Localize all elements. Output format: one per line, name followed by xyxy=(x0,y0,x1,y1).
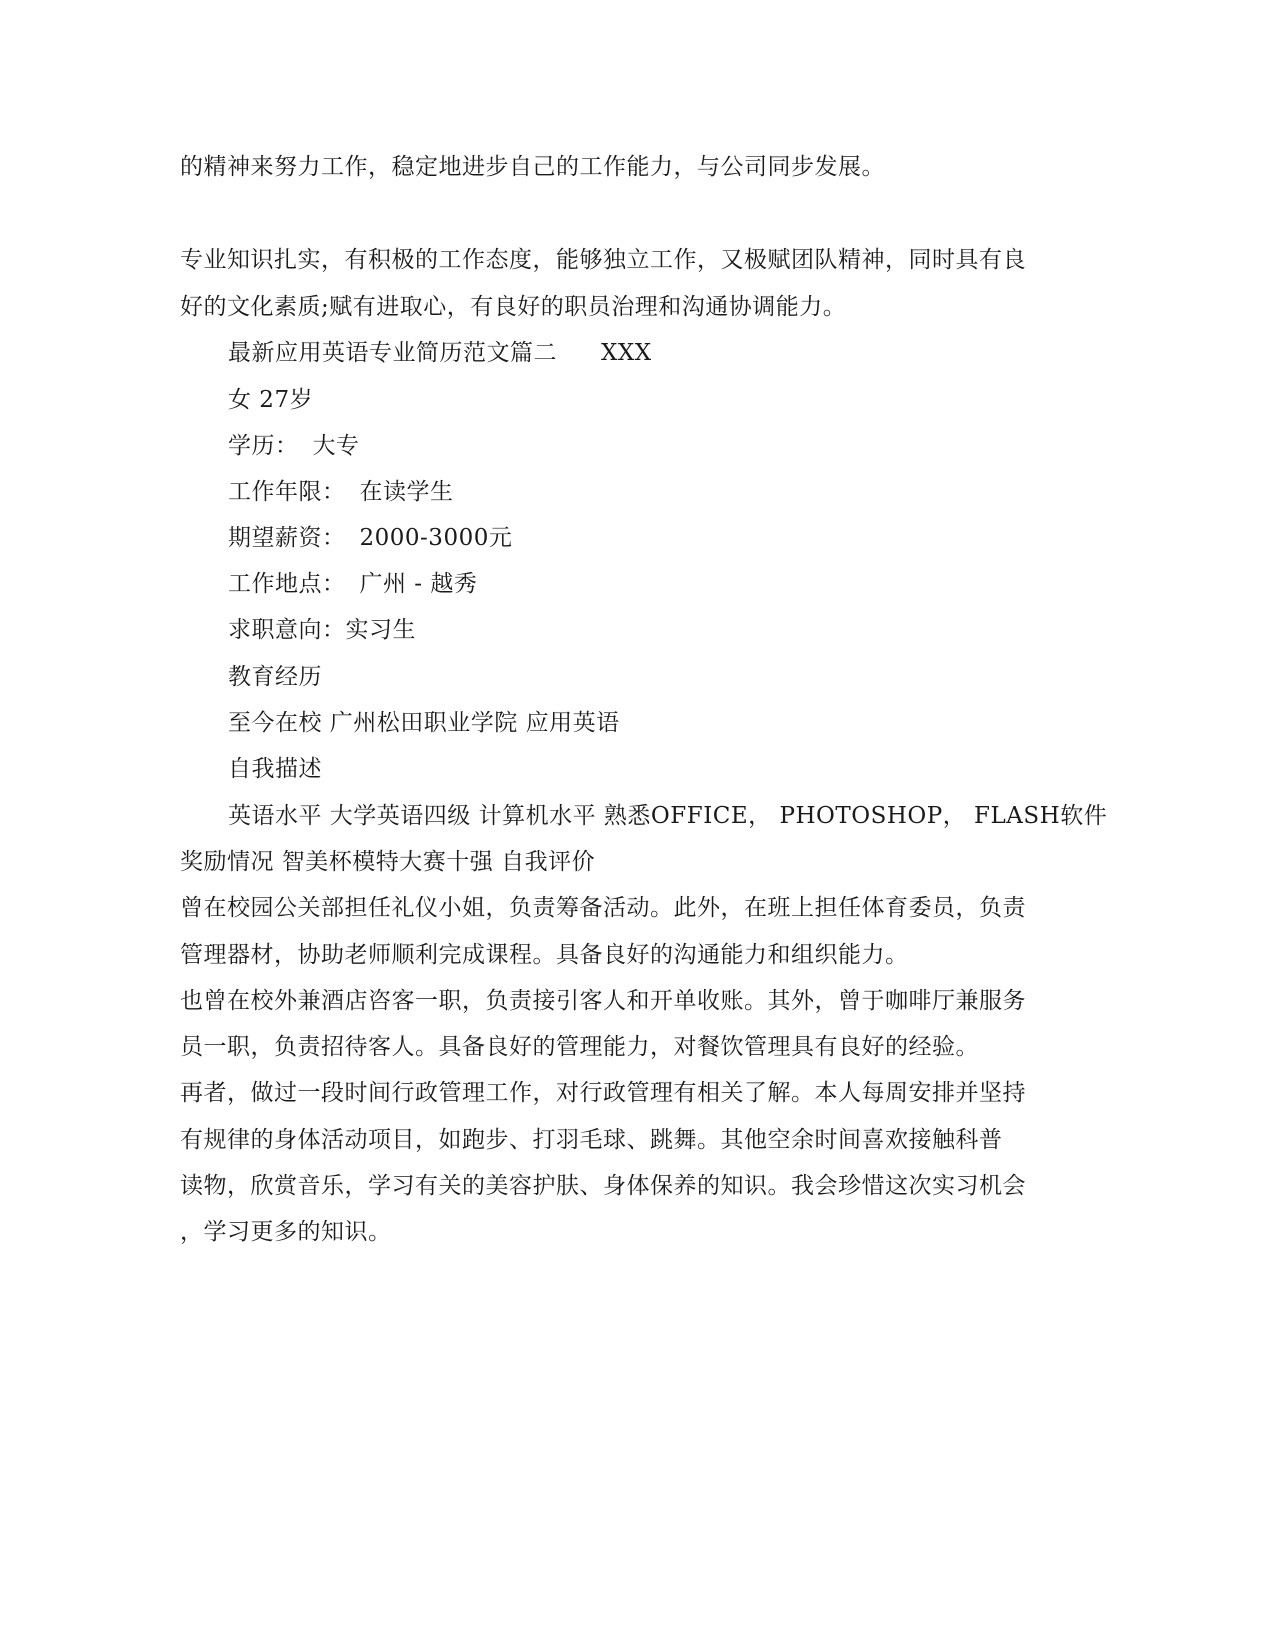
evaluation-line: 也曾在校外兼酒店咨客一职，负责接引客人和开单收账。其外，曾于咖啡厅兼服务 xyxy=(180,988,1026,1014)
resume-heading-row xyxy=(228,338,652,368)
evaluation-line: 曾在校园公关部担任礼仪小姐，负责筹备活动。此外，在班上担任体育委员，负责 xyxy=(180,895,1026,921)
evaluation-line: ，学习更多的知识。 xyxy=(180,1219,392,1245)
education-entry: 至今在校 广州松田职业学院 应用英语 xyxy=(228,710,620,736)
skills-line: 英语水平 大学英语四级 计算机水平 熟悉OFFICE， PHOTOSHOP， FLASH软件 xyxy=(228,803,1108,829)
years-value: 在读学生 xyxy=(359,479,454,505)
resume-years-row xyxy=(228,477,454,507)
resume-heading: 最新应用英语专业简历范文篇二 xyxy=(228,340,557,366)
paragraph-line: 专业知识扎实，有积极的工作态度，能够独立工作，又极赋团队精神，同时具有良 xyxy=(180,247,1026,273)
years-label: 工作年限： xyxy=(228,479,346,505)
resume-salary-row xyxy=(228,523,512,553)
evaluation-line: 员一职，负责招待客人。具备良好的管理能力，对餐饮管理具有良好的经验。 xyxy=(180,1034,979,1060)
location-value: 广州 - 越秀 xyxy=(359,571,478,597)
location-label: 工作地点： xyxy=(228,571,346,597)
resume-name: XXX xyxy=(601,340,652,366)
education-section-title: 教育经历 xyxy=(228,664,322,690)
resume-education-row xyxy=(228,431,360,461)
paragraph-line: 的精神来努力工作，稳定地进步自己的工作能力，与公司同步发展。 xyxy=(180,154,885,180)
resume-gender-age: 女 27岁 xyxy=(228,387,314,413)
evaluation-line: 管理器材，协助老师顺利完成课程。具备良好的沟通能力和组织能力。 xyxy=(180,942,909,968)
salary-label: 期望薪资： xyxy=(228,525,346,551)
resume-intention: 求职意向：实习生 xyxy=(228,617,416,643)
education-value: 大专 xyxy=(312,433,360,459)
paragraph-line: 好的文化素质;赋有进取心，有良好的职员治理和沟通协调能力。 xyxy=(180,294,847,320)
resume-location-row xyxy=(228,569,477,599)
salary-value: 2000-3000元 xyxy=(359,525,513,551)
evaluation-line: 再者，做过一段时间行政管理工作，对行政管理有相关了解。本人每周安排并坚持 xyxy=(180,1080,1026,1106)
education-label: 学历： xyxy=(228,433,299,459)
self-description-title: 自我描述 xyxy=(228,756,322,782)
awards-line: 奖励情况 智美杯模特大赛十强 自我评价 xyxy=(180,849,596,875)
evaluation-line: 读物，欣赏音乐，学习有关的美容护肤、身体保养的知识。我会珍惜这次实习机会 xyxy=(180,1173,1026,1199)
evaluation-line: 有规律的身体活动项目，如跑步、打羽毛球、跳舞。其他空余时间喜欢接触科普 xyxy=(180,1127,1003,1153)
